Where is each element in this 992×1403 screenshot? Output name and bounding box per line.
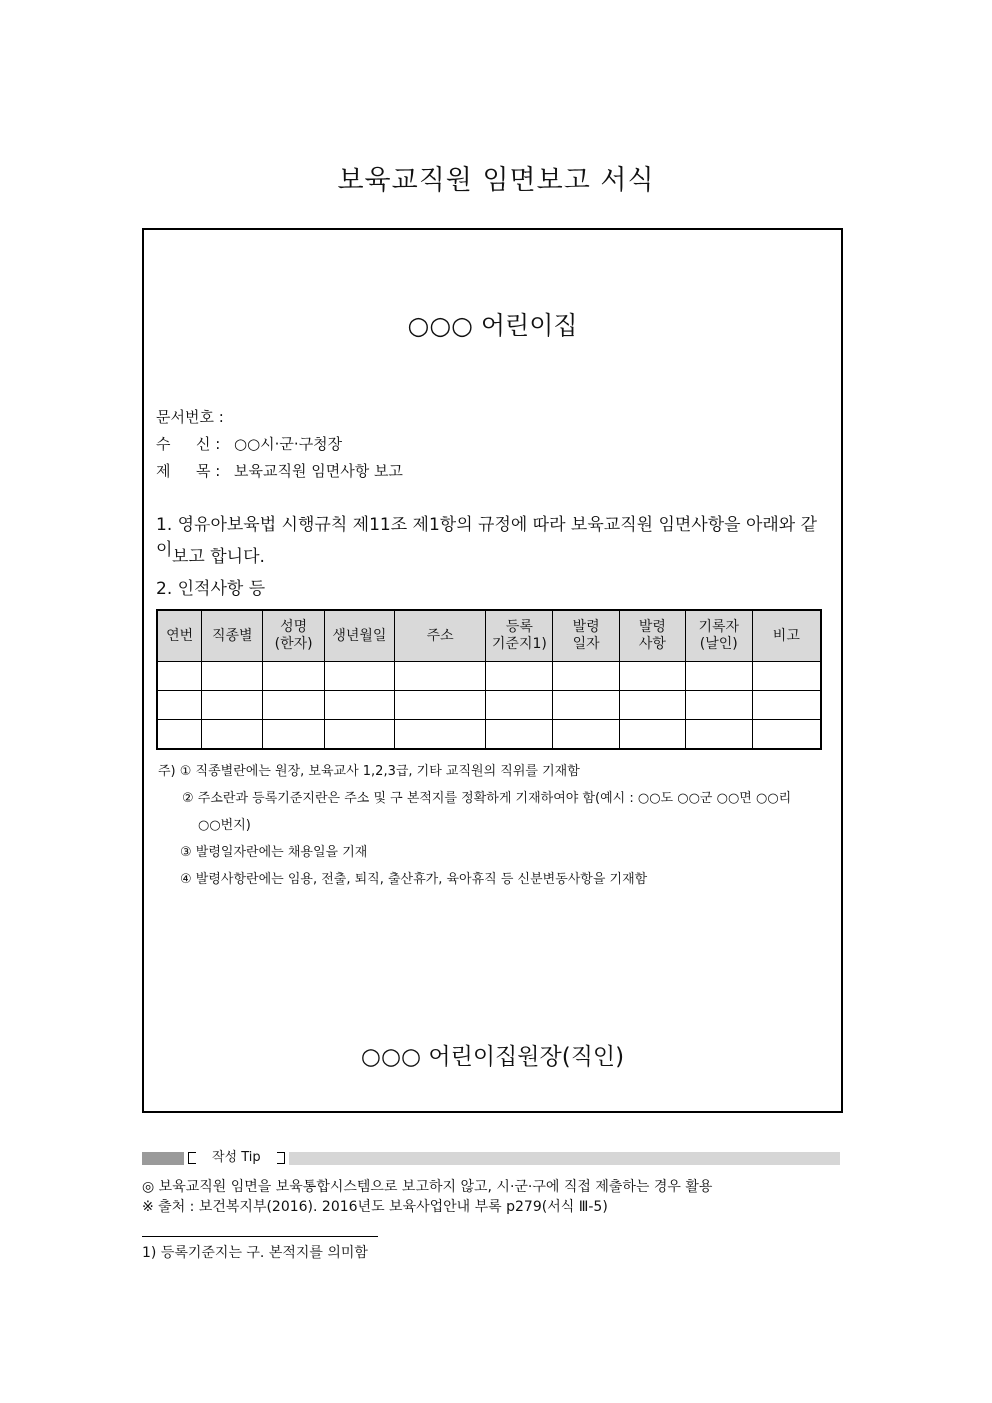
page-title: 보육교직원 임면보고 서식 — [337, 165, 655, 196]
table-cell[interactable] — [263, 662, 325, 691]
table-row — [157, 662, 821, 691]
column-header-text: 비고 — [772, 627, 800, 644]
table-cell[interactable] — [157, 662, 202, 691]
table-cell[interactable] — [202, 720, 263, 750]
table-cell[interactable] — [157, 720, 202, 750]
column-header-text: 기준지1) — [491, 636, 547, 652]
table-cell[interactable] — [685, 720, 752, 750]
tip-bar-accent — [142, 1152, 184, 1165]
note-3: ③ 발령일자란에는 채용일을 기재 — [180, 845, 368, 860]
table-cell[interactable] — [325, 662, 395, 691]
column-header — [685, 610, 752, 662]
tip-line-1: ◎ 보육교직원 임면을 보육통합시스템으로 보고하지 않고, 시·군·구에 직접 제출하는 경우 활용 — [142, 1179, 713, 1195]
column-header-text: 연번 — [166, 627, 194, 644]
column-header-text: 발령 — [572, 619, 600, 635]
paragraph-1-line-1: 1. 영유아보육법 시행규칙 제11조 제1항의 규정에 따라 보육교직원 임면사항을 아래와 같이 — [156, 515, 818, 560]
table-row — [157, 720, 821, 750]
table-cell[interactable] — [325, 691, 395, 720]
note-1: 주) ① 직종별란에는 원장, 보육교사 1,2,3급, 기타 교직원의 직위를 기재함 — [158, 764, 580, 779]
table-cell[interactable] — [620, 691, 686, 720]
bracket-right-icon — [277, 1152, 285, 1164]
column-header — [157, 610, 202, 662]
table-cell[interactable] — [157, 691, 202, 720]
doc-number-line — [156, 406, 224, 427]
table-cell[interactable] — [752, 720, 821, 750]
table-cell[interactable] — [553, 691, 620, 720]
table-cell[interactable] — [553, 720, 620, 750]
footnote: 1) 등록기준지는 구. 본적지를 의미함 — [142, 1245, 368, 1261]
table-cell[interactable] — [486, 662, 553, 691]
column-header-text: 등록 — [505, 619, 533, 635]
paragraph-1-line-2: 보고 합니다. — [172, 547, 265, 567]
table-cell[interactable] — [553, 662, 620, 691]
column-header-text: 기록자 — [698, 619, 740, 635]
table-cell[interactable] — [263, 720, 325, 750]
recipient-key: 수 — [156, 435, 171, 453]
table-cell[interactable] — [685, 662, 752, 691]
table-cell[interactable] — [325, 720, 395, 750]
note-2-line-1: ② 주소란과 등록기준지란은 주소 및 구 본적지를 정확하게 기재하여야 함(예시 : ○○도 ○○군 ○○면 ○○리 — [182, 791, 792, 806]
column-header — [620, 610, 686, 662]
table-cell[interactable] — [394, 662, 486, 691]
column-header — [325, 610, 395, 662]
column-header — [394, 610, 486, 662]
signature: ○○○ 어린이집원장(직인) — [360, 1044, 625, 1070]
column-header-text: 생년월일 — [332, 627, 387, 644]
table-header-row — [157, 610, 821, 662]
column-header-text: (날인) — [699, 636, 738, 652]
column-header-text: 일자 — [572, 636, 600, 652]
note-2-line-2: ○○번지) — [198, 818, 251, 833]
column-header — [553, 610, 620, 662]
table-cell[interactable] — [620, 720, 686, 750]
column-header — [752, 610, 821, 662]
tip-label: 작성 Tip — [212, 1150, 261, 1165]
tip-heading — [184, 1148, 289, 1168]
note-4: ④ 발령사항란에는 임용, 전출, 퇴직, 출산휴가, 육아휴직 등 신분변동사항을 기재함 — [180, 872, 648, 887]
column-header-text: 사항 — [638, 636, 666, 652]
subject-key: 제 — [156, 462, 171, 480]
column-header — [486, 610, 553, 662]
paragraph-2: 2. 인적사항 등 — [156, 579, 266, 599]
recipient-key2: 신 : — [196, 435, 221, 453]
table-cell[interactable] — [202, 691, 263, 720]
bracket-left-icon — [188, 1152, 196, 1164]
column-header-text: 발령 — [638, 619, 666, 635]
table-cell[interactable] — [394, 720, 486, 750]
table-cell[interactable] — [486, 720, 553, 750]
table-cell[interactable] — [394, 691, 486, 720]
column-header-text: 직종별 — [211, 627, 253, 644]
subject-key2: 목 : — [196, 462, 221, 480]
footnote-rule — [142, 1236, 378, 1237]
tip-line-2: ※ 출처 : 보건복지부(2016). 2016년도 보육사업안내 부록 p279(서식 Ⅲ-5) — [142, 1199, 608, 1215]
table-cell[interactable] — [752, 691, 821, 720]
recipient-line — [156, 433, 342, 454]
column-header-text: 주소 — [426, 627, 454, 644]
table-cell[interactable] — [620, 662, 686, 691]
org-name: ○○○ 어린이집 — [407, 311, 578, 340]
table-row — [157, 691, 821, 720]
subject-line — [156, 460, 403, 481]
column-header — [263, 610, 325, 662]
column-header-text: (한자) — [274, 636, 313, 652]
column-header-text: 성명 — [280, 619, 308, 635]
personnel-table — [156, 609, 822, 750]
table-cell[interactable] — [202, 662, 263, 691]
recipient-value: ○○시·군·구청장 — [234, 435, 343, 453]
table-cell[interactable] — [486, 691, 553, 720]
table-cell[interactable] — [752, 662, 821, 691]
doc-number-label: 문서번호 : — [156, 408, 224, 426]
table-cell[interactable] — [263, 691, 325, 720]
table-cell[interactable] — [685, 691, 752, 720]
subject-value: 보육교직원 임면사항 보고 — [234, 462, 403, 480]
column-header — [202, 610, 263, 662]
report-form-frame — [142, 228, 843, 1113]
